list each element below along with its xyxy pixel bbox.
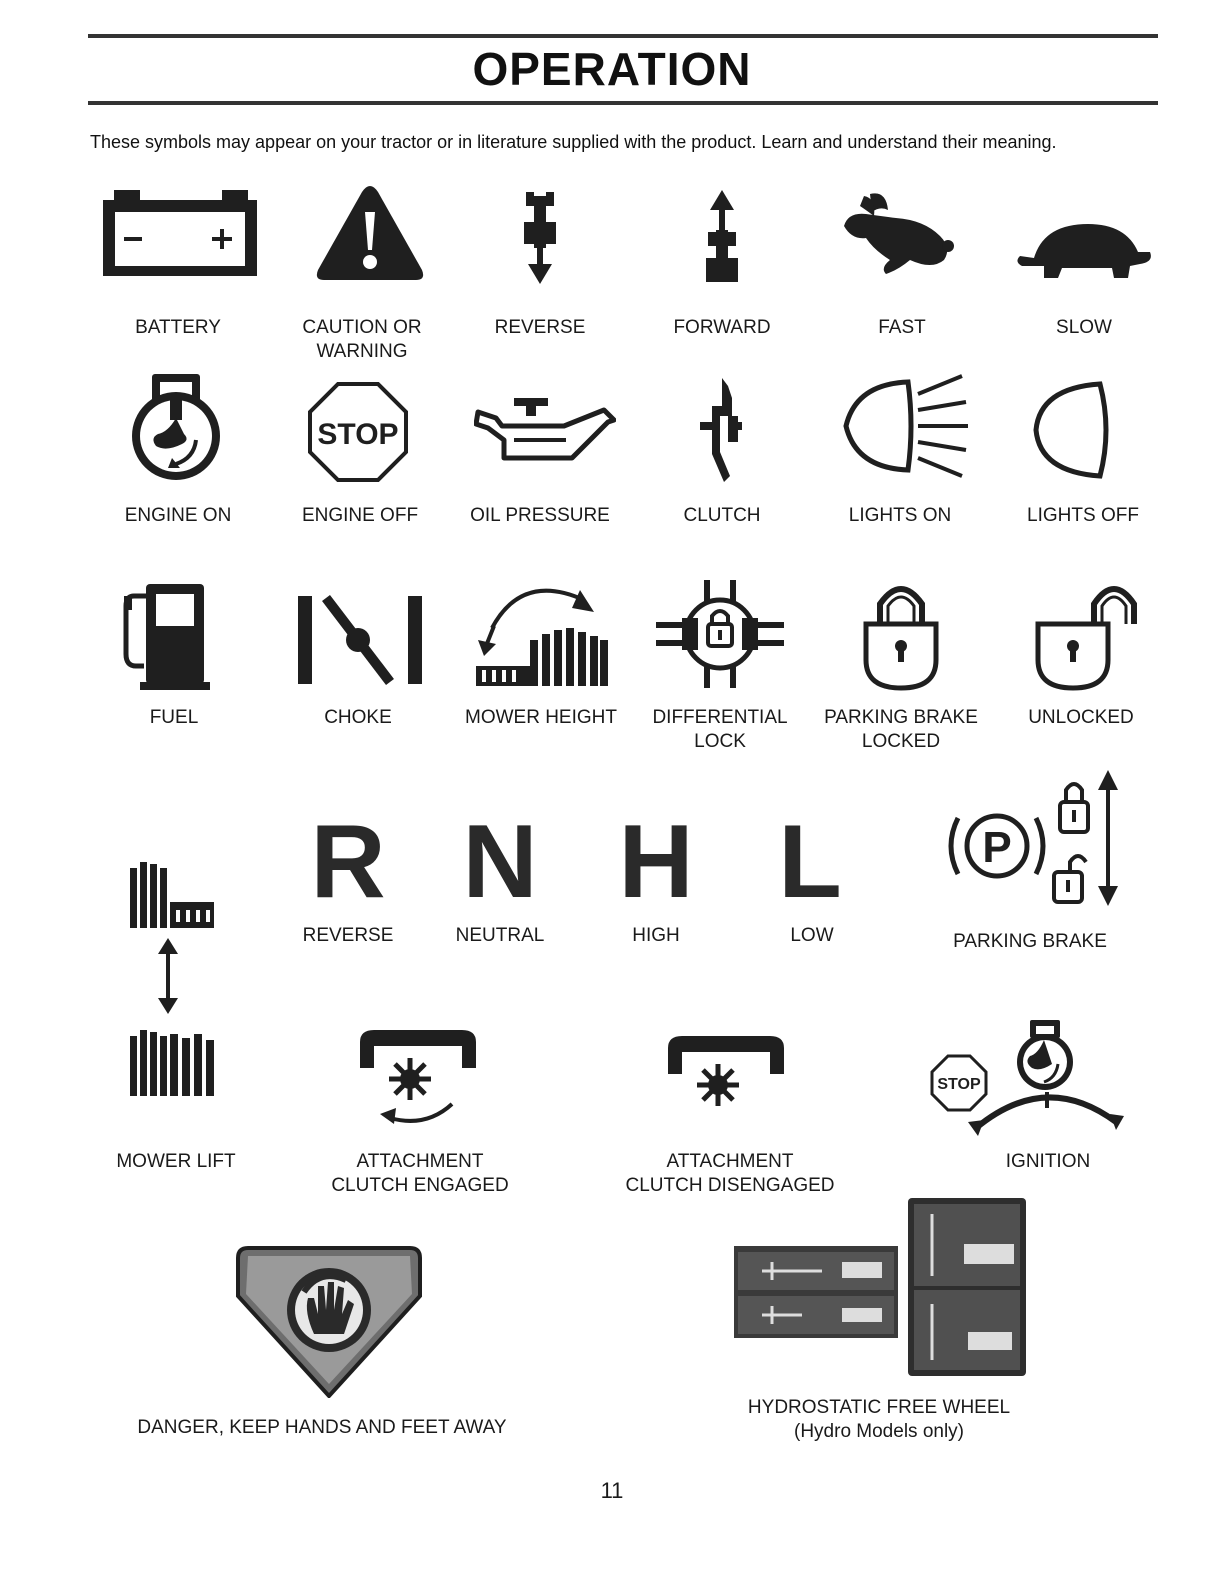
label-clutch: CLUTCH bbox=[683, 505, 761, 526]
label-hydrostatic: HYDROSTATIC FREE WHEEL (Hydro Models only) bbox=[747, 1397, 1011, 1442]
label-gear-reverse: REVERSE bbox=[302, 925, 394, 946]
reverse-tractor-icon bbox=[520, 188, 560, 288]
gear-letter-n: N bbox=[462, 804, 538, 920]
intro-text: These symbols may appear on your tractor or in literature supplied with the product. Learn and understand their meaning. bbox=[90, 132, 1057, 152]
label-caution: CAUTION OR WARNING bbox=[302, 317, 422, 362]
label-mower-height: MOWER HEIGHT bbox=[465, 707, 617, 728]
label-mower-lift: MOWER LIFT bbox=[116, 1151, 236, 1172]
page-title: OPERATION bbox=[472, 43, 752, 95]
page-number: 11 bbox=[600, 1478, 624, 1503]
label-gear-low: LOW bbox=[790, 925, 834, 946]
hydrostatic-free-wheel-icon bbox=[732, 1196, 1028, 1380]
ignition-stop-text: STOP bbox=[937, 1076, 981, 1093]
label-fast: FAST bbox=[878, 317, 926, 338]
battery-icon bbox=[100, 188, 260, 280]
label-parking-brake-locked: PARKING BRAKE LOCKED bbox=[824, 707, 978, 752]
rabbit-icon bbox=[840, 190, 960, 280]
caution-warning-icon bbox=[312, 182, 428, 284]
label-engine-off: ENGINE OFF bbox=[301, 505, 419, 526]
label-danger: DANGER, KEEP HANDS AND FEET AWAY bbox=[137, 1417, 507, 1438]
label-attachment-disengaged: ATTACHMENT CLUTCH DISENGAGED bbox=[625, 1151, 835, 1196]
mower-lift-icon bbox=[126, 854, 218, 1100]
attachment-clutch-disengaged-icon bbox=[664, 1030, 788, 1120]
attachment-clutch-engaged-icon bbox=[356, 1024, 480, 1134]
headlight-on-icon bbox=[836, 370, 972, 482]
label-engine-on: ENGINE ON bbox=[124, 505, 232, 526]
parking-brake-icon bbox=[942, 766, 1122, 908]
choke-icon bbox=[296, 592, 424, 688]
label-lights-on: LIGHTS ON bbox=[848, 505, 952, 526]
label-unlocked: UNLOCKED bbox=[1028, 707, 1134, 728]
label-battery: BATTERY bbox=[135, 317, 221, 338]
label-attachment-engaged: ATTACHMENT CLUTCH ENGAGED bbox=[331, 1151, 509, 1196]
p-text: P bbox=[982, 823, 1012, 872]
label-lights-off: LIGHTS OFF bbox=[1027, 505, 1139, 526]
turtle-icon bbox=[1014, 218, 1154, 282]
label-ignition: IGNITION bbox=[1005, 1151, 1091, 1172]
danger-hand-icon bbox=[234, 1246, 424, 1398]
stop-sign-icon bbox=[308, 382, 408, 482]
label-differential-lock: DIFFERENTIAL LOCK bbox=[652, 707, 788, 752]
label-forward: FORWARD bbox=[673, 317, 771, 338]
stop-text: STOP bbox=[317, 418, 399, 451]
gear-letter-l: L bbox=[778, 804, 842, 920]
top-rule bbox=[88, 34, 1158, 38]
headlight-off-icon bbox=[1030, 380, 1116, 480]
label-gear-high: HIGH bbox=[632, 925, 680, 946]
label-oil-pressure: OIL PRESSURE bbox=[470, 505, 610, 526]
forward-tractor-icon bbox=[702, 188, 742, 288]
engine-on-icon bbox=[124, 372, 228, 482]
fuel-pump-icon bbox=[118, 582, 214, 692]
padlock-unlocked-icon bbox=[1034, 580, 1138, 692]
label-fuel: FUEL bbox=[149, 707, 199, 728]
padlock-locked-icon bbox=[862, 580, 940, 692]
clutch-icon bbox=[698, 376, 744, 484]
label-slow: SLOW bbox=[1056, 317, 1112, 338]
label-choke: CHOKE bbox=[324, 707, 392, 728]
oil-can-icon bbox=[474, 396, 616, 466]
gear-letter-h: H bbox=[618, 804, 694, 920]
ignition-icon bbox=[928, 1018, 1128, 1140]
mower-height-icon bbox=[472, 576, 612, 690]
label-reverse: REVERSE bbox=[494, 317, 586, 338]
title-rule bbox=[88, 101, 1158, 105]
differential-lock-icon bbox=[654, 580, 786, 690]
label-gear-neutral: NEUTRAL bbox=[455, 925, 545, 946]
label-parking-brake: PARKING BRAKE bbox=[953, 931, 1107, 952]
gear-letter-r: R bbox=[310, 804, 386, 920]
